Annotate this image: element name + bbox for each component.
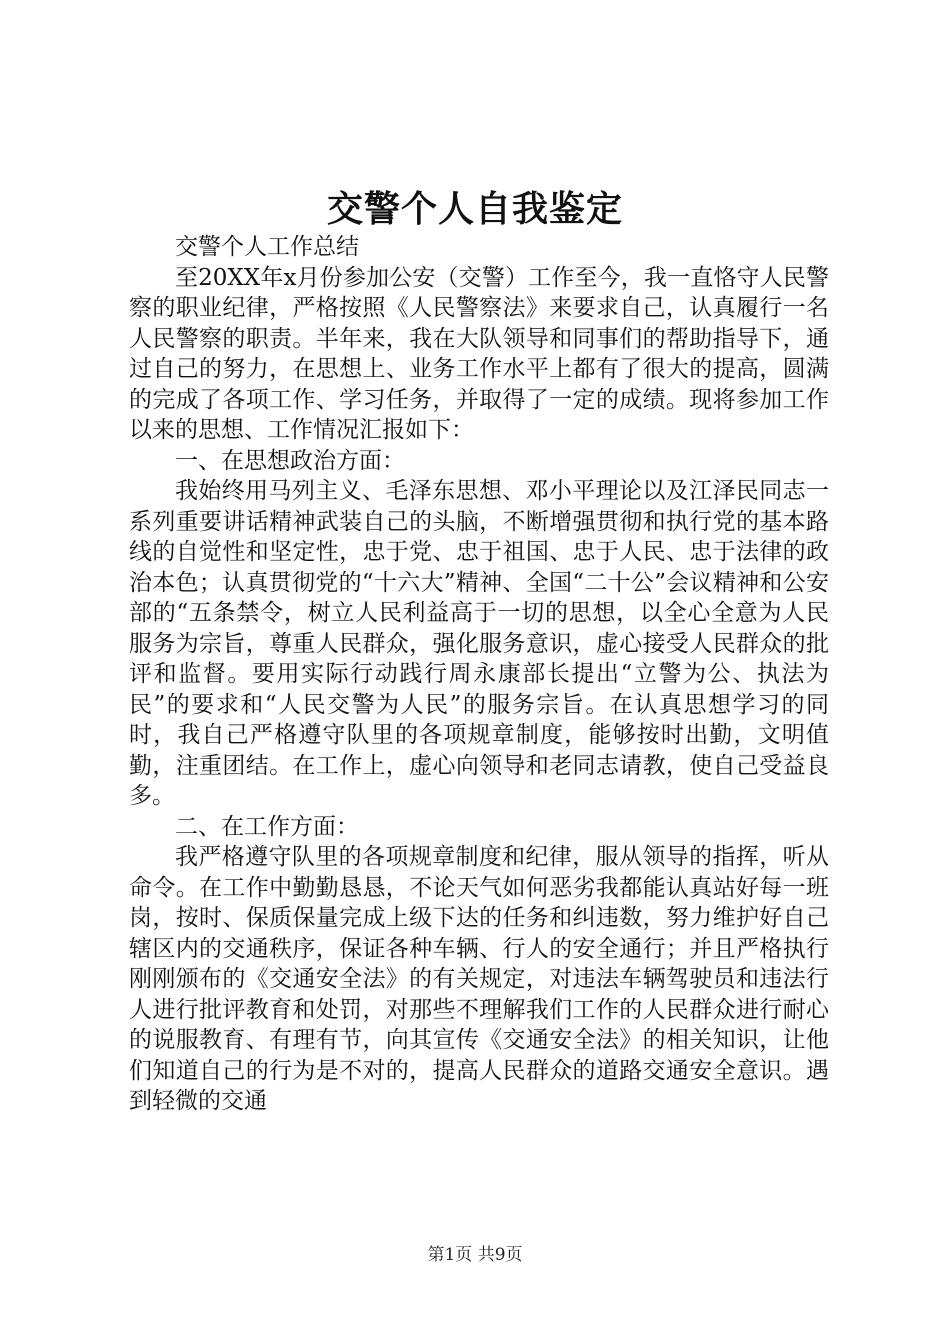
section2-heading: 二、在工作方面： <box>175 813 359 840</box>
document-title: 交警个人自我鉴定 <box>326 188 623 230</box>
section2-paragraph: 我严格遵守队里的各项规章制度和纪律，服从领导的指挥，听从命令。在工作中勤勤恳恳，不论天气如何恶劣我都能认真站好每一班岗，按时、保质保量完成上级下达的任务和纠违数，努力维护好自己辖区内的交通秩序，保证各种车辆、行人的安全通行；并且严格执行刚刚颁布的《交通安全法》的有关规定，对违法车辆驾驶员和违法行人进行批评教育和处罚，对那些不理解我们工作的人民群众进行耐心的说服教育、有理有节，向其宣传《交通安全法》的相关知识，让他们知道自己的行为是不对的，提高人民群众的道路交通安全意识。遇到轻微的交通 <box>129 844 829 1114</box>
page-number-footer: 第1页 共9页 <box>427 1245 523 1265</box>
document-body <box>129 232 829 1117</box>
intro-paragraph: 至20XX年x月份参加公安（交警）工作至今，我一直恪守人民警察的职业纪律，严格按照《人民警察法》来要求自己，认真履行一名人民警察的职责。半年来，我在大队领导和同事们的帮助指导下，通过自己的努力，在思想上、业务工作水平上都有了很大的提高，圆满的完成了各项工作、学习任务，并取得了一定的成绩。现将参加工作以来的思想、工作情况汇报如下： <box>129 264 829 443</box>
section1-heading: 一、在思想政治方面： <box>175 447 405 474</box>
document-subtitle: 交警个人工作总结 <box>175 234 359 260</box>
section1-paragraph: 我始终用马列主义、毛泽东思想、邓小平理论以及江泽民同志一系列重要讲话精神武装自己的头脑，不断增强贯彻和执行党的基本路线的自觉性和坚定性，忠于党、忠于祖国、忠于人民、忠于法律的政治本色；认真贯彻党的“十六大”精神、全国“二十公”会议精神和公安部的“五条禁令，树立人民利益高于一切的思想，以全心全意为人民服务为宗旨，尊重人民群众，强化服务意识，虚心接受人民群众的批评和监督。要用实际行动践行周永康部长提出“立警为公、执法为民”的要求和“人民交警为人民”的服务宗旨。在认真思想学习的同时，我自己严格遵守队里的各项规章制度，能够按时出勤，文明值勤，注重团结。在工作上，虚心向领导和老同志请教，使自己受益良多。 <box>129 478 829 809</box>
